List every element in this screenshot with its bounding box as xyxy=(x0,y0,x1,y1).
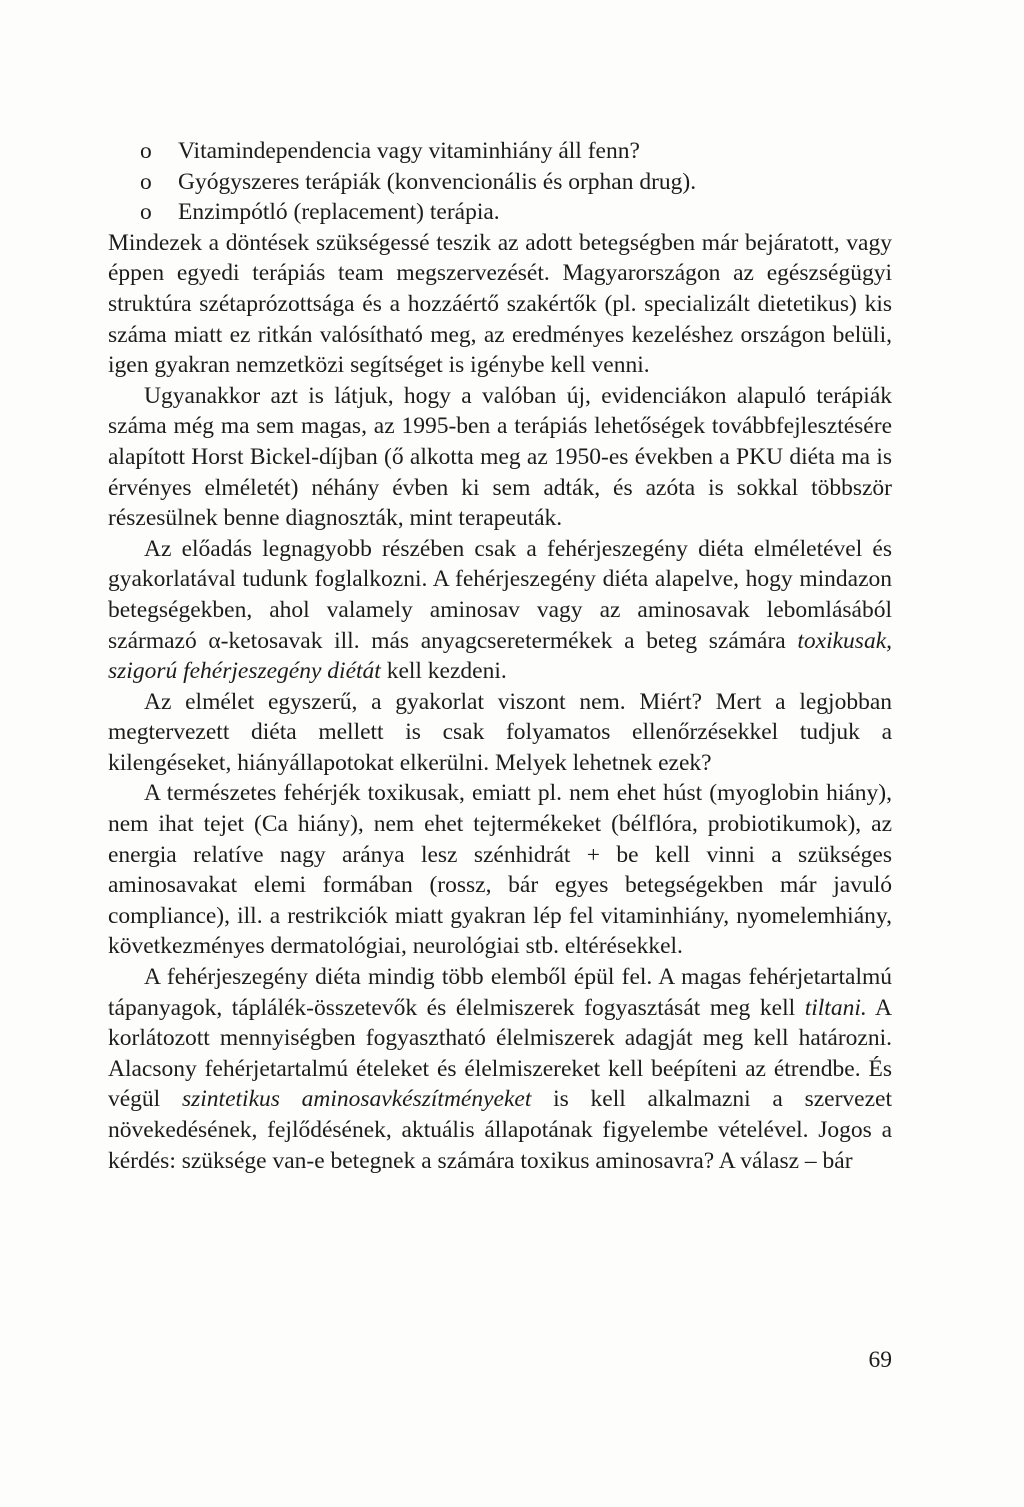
paragraph-3-text-b: kell kezdeni. xyxy=(380,658,507,685)
bullet-marker: o xyxy=(140,168,152,195)
page-body xyxy=(108,136,892,1176)
list-item-text: Enzimpótló (replacement) terápia. xyxy=(178,199,500,226)
bullet-marker: o xyxy=(140,138,152,164)
paragraph-3 xyxy=(108,534,892,687)
list-item xyxy=(108,167,892,198)
paragraph-3-text-a: Az előadás legnagyobb részében csak a fehérjeszegény diéta elméletével és gyakorlatával tudunk foglalkozni. A fehérjeszegény diéta alapelve, hogy mindazon betegségekben, ahol valamely aminosav vagy az aminosavak lebomlásából származó α-ketosavak ill. más anyagcseretermékek a beteg számára xyxy=(108,535,892,654)
bullet-marker: o xyxy=(140,199,152,226)
page-number: 69 xyxy=(868,1347,892,1373)
list-item xyxy=(108,136,892,167)
paragraph-5: A természetes fehérjék toxikusak, emiatt pl. nem ehet húst (myoglobin hiány), nem ihat tejet (Ca hiány), nem ehet tejtermékeket (bélflóra, probiotikumok), az energia relatíve nagy aránya lesz szénhidrát + be kell vinni a szükséges aminosavakat elemi formában (rossz, bár egyes betegségekben már javuló compliance), ill. a restrikciók miatt gyakran lép fel vitaminhiány, nyomelemhiány, következményes dermatológiai, neurológiai stb. eltérésekkel. xyxy=(108,780,892,960)
paragraph-3-emphasis: toxikusak, szigorú fehérjeszegény diétát xyxy=(108,627,892,685)
bullet-list xyxy=(108,136,892,228)
list-item xyxy=(108,197,892,228)
paragraph-6-text-b: A korlátozott mennyiségben fogyasztható élelmiszerek adagját meg kell határozni. Alacsony fehérjetartalmú ételeket és élelmiszereket kell beépíteni az étrendbe. És végül xyxy=(108,994,892,1113)
paragraph-6 xyxy=(108,962,892,1176)
list-item-text: Vitamindependencia vagy vitaminhiány áll fenn? xyxy=(178,138,640,164)
paragraph-6-text-a: A fehérjeszegény diéta mindig több elemből épül fel. A magas fehérjetartalmú tápanyagok, táplálék-összetevők és élelmiszerek fogyasztását meg kell xyxy=(108,964,892,1021)
paragraph-1: Mindezek a döntések szükségessé teszik az adott betegségben már bejáratott, vagy éppen egyedi terápiás team megszervezését. Magyarországon az egészségügyi struktúra szétaprózottsága és a hozzáértő szakértők (pl. specializált dietetikus) kis száma miatt ez ritkán valósítható meg, az eredményes kezeléshez országon belüli, igen gyakran nemzetközi segítséget is igénybe kell venni. xyxy=(108,229,892,379)
paragraph-2: Ugyanakkor azt is látjuk, hogy a valóban új, evidenciákon alapuló terápiák száma még ma sem magas, az 1995-ben a terápiás lehetőségek továbbfejlesztésére alapított Horst Bickel-díjban (ő alkotta meg az 1950-es években a PKU diéta ma is érvényes elméletét) néhány évben ki sem adták, és azóta is sokkal többször részesülnek benne diagnoszták, mint terapeuták. xyxy=(108,382,892,532)
list-item-text: Gyógyszeres terápiák (konvencionális és orphan drug). xyxy=(178,168,697,195)
paragraph-6-emphasis-1: tiltani. xyxy=(804,994,867,1021)
paragraph-6-emphasis-2: szintetikus aminosavkészítményeket xyxy=(181,1086,532,1113)
paragraph-6-text-c: is kell alkalmazni a szervezet növekedésének, fejlődésének, aktuális állapotának figyelembe vételével. Jogos a kérdés: szüksége van-e betegnek a számára toxikus aminosavra? A válasz – bár xyxy=(108,1086,892,1174)
paragraph-4: Az elmélet egyszerű, a gyakorlat viszont nem. Miért? Mert a legjobban megtervezett diéta mellett is csak folyamatos ellenőrzésekkel tudjuk a kilengéseket, hiányállapotokat elkerülni. Melyek lehetnek ezek? xyxy=(108,688,892,776)
